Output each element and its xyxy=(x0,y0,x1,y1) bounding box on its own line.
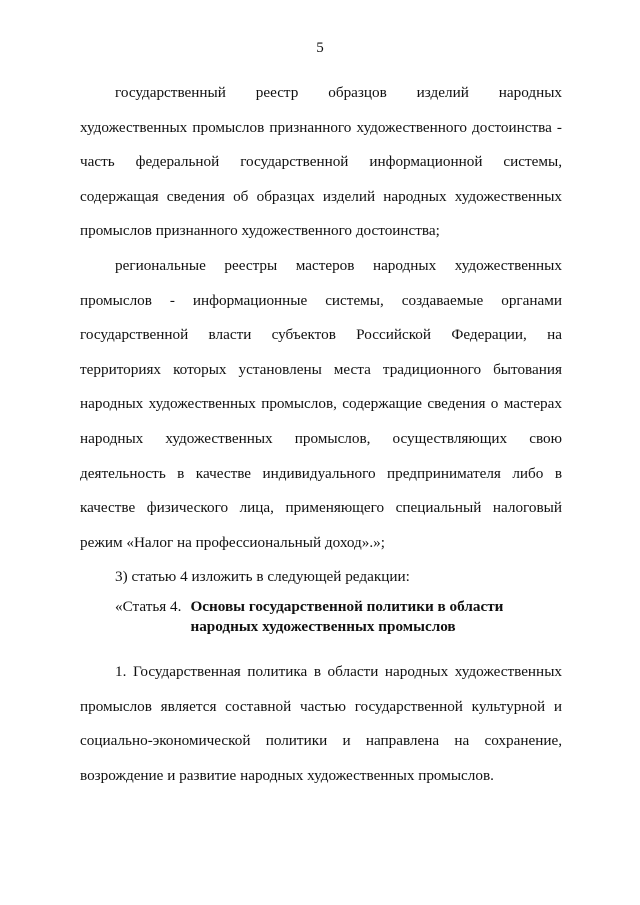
paragraph-amendment-intro: 3) статью 4 изложить в следующей редакции: xyxy=(115,568,410,586)
page-number: 5 xyxy=(316,40,324,56)
article-title: Основы государственной политики в области народных художественных промыслов xyxy=(190,597,504,635)
paragraph-regional-registries: региональные реестры мастеров народных художественных промыслов - информационные системы, создаваемые органами государственной власти субъектов Российской Федерации, на территориях которых установлены места традиционного бытования народных художественных промыслов, содержащие сведения о мастерах народных художественных промыслов, осуществляющих свою деятельность в качестве индивидуального предпринимателя либо в качестве физического лица, применяющего специальный налоговый режим «Налог на профессиональный доход».»; xyxy=(80,256,562,551)
article-heading xyxy=(115,597,562,637)
article-number: «Статья 4. xyxy=(115,597,182,615)
document-body xyxy=(80,76,562,793)
paragraph-state-registry: государственный реестр образцов изделий народных художественных промыслов признанного художественного достоинства - часть федеральной государственной информационной системы, содержащая сведения об образцах изделий народных художественных промыслов признанного художественного достоинства; xyxy=(80,84,562,240)
heading-spacer xyxy=(80,637,562,655)
paragraph-article-clause-1: 1. Государственная политика в области народных художественных промыслов является составной частью государственной культурной и социально-экономической политики и направлена на сохранение, возрождение и развитие народных художественных промыслов. xyxy=(80,662,562,784)
